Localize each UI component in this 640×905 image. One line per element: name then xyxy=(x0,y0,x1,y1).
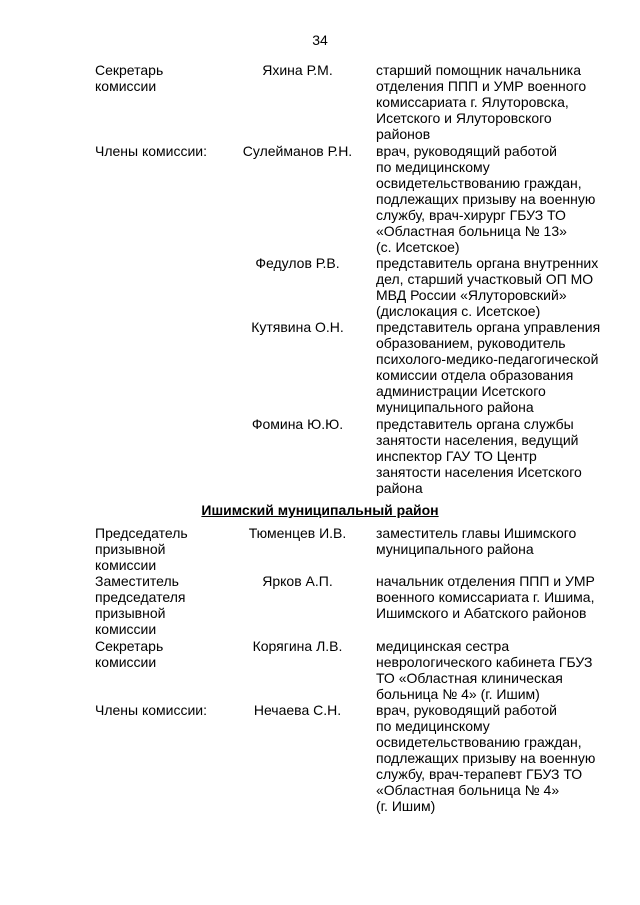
description-line: представитель органа службы xyxy=(376,416,574,432)
description-line: подлежащих призыву на военную xyxy=(376,750,596,766)
description-line: представитель органа управления xyxy=(376,319,601,335)
member-name: Ярков А.П. xyxy=(262,573,333,589)
description-line: инспектор ГАУ ТО Центр xyxy=(376,448,537,464)
description-line: неврологического кабинета ГБУЗ xyxy=(376,654,593,670)
role-label xyxy=(95,702,235,718)
role-line: призывной xyxy=(95,605,166,621)
description-line: освидетельствованию граждан, xyxy=(376,175,582,191)
member-name: Тюменцев И.В. xyxy=(248,525,347,541)
role-label xyxy=(95,525,235,573)
description-line: (г. Ишим) xyxy=(376,798,436,814)
description-line: освидетельствованию граждан, xyxy=(376,734,582,750)
description-line: медицинская сестра xyxy=(376,638,510,654)
description-line: комиссариата г. Ялуторовска, xyxy=(376,94,569,110)
description-line: врач, руководящий работой xyxy=(376,143,557,159)
description-line: (с. Исетское) xyxy=(376,239,460,255)
description-line: психолого-медико-педагогической xyxy=(376,351,599,367)
role-label xyxy=(95,638,235,670)
member-description xyxy=(376,525,621,557)
role-line: комиссии xyxy=(95,78,157,94)
description-line: представитель органа внутренних xyxy=(376,255,599,271)
role-line: председателя xyxy=(95,589,186,605)
description-line: военного комиссариата г. Ишима, xyxy=(376,589,595,605)
role-line: Члены комиссии: xyxy=(95,143,208,159)
member-name: Фомина Ю.Ю. xyxy=(251,416,344,432)
role-line: Секретарь xyxy=(95,62,164,78)
member-description xyxy=(376,638,621,702)
description-line: по медицинскому xyxy=(376,159,490,175)
description-line: службу, врач-хирург ГБУЗ ТО xyxy=(376,207,566,223)
description-line: больница № 4» (г. Ишим) xyxy=(376,686,540,702)
description-line: «Областная больница № 13» xyxy=(376,223,567,239)
role-line: Секретарь xyxy=(95,638,164,654)
description-line: дел, старший участковый ОП МО xyxy=(376,271,594,287)
section-heading: Ишимский муниципальный район xyxy=(201,502,439,518)
description-line: занятости населения Исетского xyxy=(376,464,582,480)
member-description xyxy=(376,62,621,142)
role-line: призывной xyxy=(95,541,166,557)
description-line: образованием, руководитель xyxy=(376,335,566,351)
description-line: подлежащих призыву на военную xyxy=(376,191,596,207)
description-line: муниципального района xyxy=(376,541,534,557)
role-line: комиссии xyxy=(95,654,157,670)
member-description xyxy=(376,573,621,621)
role-line: комиссии xyxy=(95,557,157,573)
description-line: начальник отделения ППП и УМР xyxy=(376,573,595,589)
description-line: по медицинскому xyxy=(376,718,490,734)
description-line: (дислокация с. Исетское) xyxy=(376,303,541,319)
description-line: районов xyxy=(376,126,431,142)
page-number: 34 xyxy=(312,32,328,48)
member-name: Яхина Р.М. xyxy=(262,62,333,78)
role-label xyxy=(95,62,235,94)
description-line: занятости населения, ведущий xyxy=(376,432,579,448)
member-description xyxy=(376,255,621,319)
description-line: врач, руководящий работой xyxy=(376,702,557,718)
member-name: Корягина Л.В. xyxy=(252,638,343,654)
member-description xyxy=(376,143,621,255)
description-line: ТО «Областная клиническая xyxy=(376,670,563,686)
description-line: заместитель главы Ишимского xyxy=(376,525,577,541)
description-line: района xyxy=(376,480,423,496)
role-label xyxy=(95,573,235,637)
description-line: службу, врач-терапевт ГБУЗ ТО xyxy=(376,766,583,782)
description-line: старший помощник начальника xyxy=(376,62,581,78)
description-line: Исетского и Ялуторовского xyxy=(376,110,552,126)
role-line: комиссии xyxy=(95,621,157,637)
description-line: МВД России «Ялуторовский» xyxy=(376,287,567,303)
description-line: отделения ППП и УМР военного xyxy=(376,78,587,94)
role-label xyxy=(95,143,235,159)
description-line: комиссии отдела образования xyxy=(376,367,574,383)
member-name: Федулов Р.В. xyxy=(255,255,340,271)
description-line: муниципального района xyxy=(376,399,534,415)
role-line: Председатель xyxy=(95,525,188,541)
role-line: Члены комиссии: xyxy=(95,702,208,718)
member-name: Сулейманов Р.Н. xyxy=(242,143,353,159)
member-description xyxy=(376,416,621,496)
member-description xyxy=(376,319,621,415)
member-description xyxy=(376,702,621,814)
description-line: Ишимского и Абатского районов xyxy=(376,605,587,621)
role-line: Заместитель xyxy=(95,573,179,589)
description-line: администрации Исетского xyxy=(376,383,546,399)
description-line: «Областная больница № 4» xyxy=(376,782,560,798)
member-name: Нечаева С.Н. xyxy=(253,702,342,718)
member-name: Кутявина О.Н. xyxy=(251,319,344,335)
